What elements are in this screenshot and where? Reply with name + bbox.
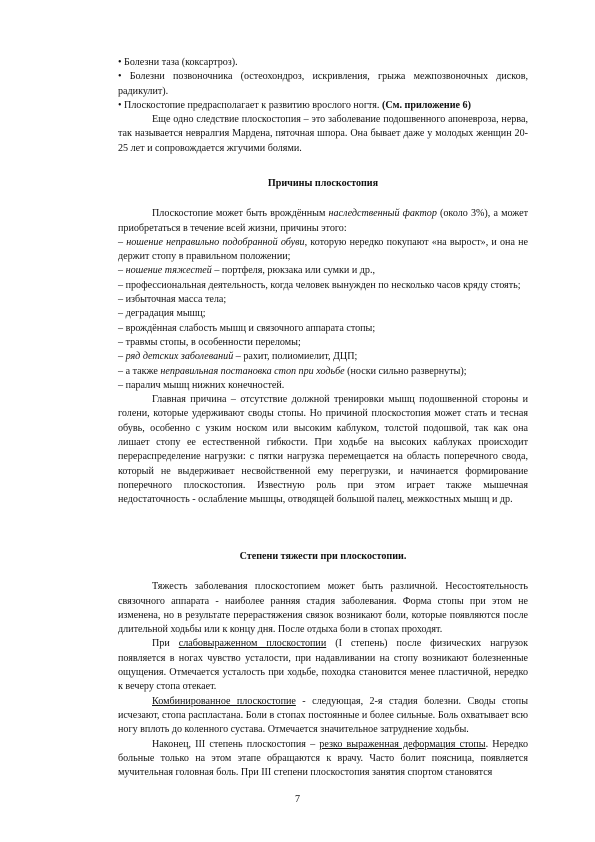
cause-item: – травмы стопы, в особенности переломы; [118, 336, 301, 348]
bullet-spine: • Болезни позвоночника (остеохондроз, искривления, грыжа межпозвоночных дисков, радикулит). [118, 71, 528, 97]
page-number: 7 [294, 794, 301, 805]
appendix-reference: (См. приложение 6) [381, 99, 471, 111]
cause-item: – паралич мышц нижних конечностей. [118, 379, 285, 391]
cause-item: – профессиональная деятельность, когда человек вынужден по несколько часов кряду стоять; [118, 279, 521, 291]
intro-section [118, 56, 528, 156]
paragraph-degree-2: Комбинированное плоскостопие - следующая, 2-я стадия болезни. Своды стопы исчезают, стопа распластана. Боли в стопах постоянные и более сильные. Боль охватывает всю ногу вплоть до коленного сустава. Отмечается значительное затруднение ходьбы. [118, 695, 528, 736]
paragraph-degree-1: При слабовыраженном плоскостопии (I степень) после физических нагрузок появляется в ногах чувство усталости, при надавливании на стопу возникают болезненные ощущения. Отмечается усталость при ходьбе, походка становится менее пластичной, нередко к вечеру стопа отекает. [118, 638, 528, 693]
paragraph-consequence: Еще одно следствие плоскостопия – это заболевание подошвенного апоневроза, нерва, так называется невралгия Мардена, пяточная шпора. Она бывает даже у молодых женщин 20-25 лет и сопровождается жгучими болями. [118, 114, 528, 154]
bullet-ingrown-nail: • Плоскостопие предрасполагает к развитию врослого ногтя. (См. приложение 6) [118, 99, 471, 111]
cause-item: – ряд детских заболеваний – рахит, полиомиелит, ДЦП; [118, 351, 358, 363]
causes-intro: Плоскостопие может быть врождённым наследственный фактор (около 3%), а может приобретаться в течение всей жизни, причины этого: [118, 208, 528, 234]
heading-causes: Причины плоскостопия [267, 178, 379, 189]
paragraph-degree-3: Наконец, III степень плоскостопия – резко выраженная деформация стопы. Нередко больные только на этом этапе обращаются к врачу. Часто болит поясница, появляется мучительная головная боль. При III степени плоскостопия занятия спортом становятся [118, 738, 528, 779]
cause-item: – ношение неправильно подобранной обуви, которую нередко покупают «на вырост», и она не держит стопу в правильном положении; [118, 236, 528, 263]
cause-item: – избыточная масса тела; [118, 294, 227, 306]
cause-item: – а также неправильная постановка стоп при ходьбе (носки сильно развернуты); [118, 365, 467, 377]
degrees-section [118, 550, 528, 780]
cause-item: – врождённая слабость мышц и связочного аппарата стопы; [118, 322, 376, 334]
paragraph-severity: Тяжесть заболевания плоскостопием может быть различной. Несостоятельность связочного аппарата - наиболее ранняя стадия заболевания. Форма стопы при этом не изменена, но в результате перерастяжения связок возникают боли, которые появляются после длительной ходьбы или к концу дня. После отдыха боли в стопах проходят. [118, 581, 528, 636]
heading-degrees: Степени тяжести при плоскостопии. [239, 551, 407, 562]
cause-item: – деградация мышц; [118, 308, 206, 320]
paragraph-main-cause: Главная причина – отсутствие должной тренировки мышц подошвенной стороны и голени, которые удерживают своды стопы. Но причиной плоскостопия может стать и тесная обувь, особенно с узким носком или высоким каблуком, толстой подошвой, так как она лишает стопу ее естественной гибкости. При ходьбе на высоких каблуках происходит перераспределение нагрузки: с пятки нагрузка перемещается на область поперечного свода, который не выдерживает несвойственной ему перегрузки, и начинается формирование поперечного плоскостопия. Известную роль при этом играет также мышечная недостаточность - ослабление мышцы, отводящей большой палец, межкостных мышц и др. [118, 394, 528, 506]
causes-section [118, 177, 528, 508]
bullet-pelvis: • Болезни таза (коксартроз). [118, 57, 238, 68]
cause-item: – ношение тяжестей – портфеля, рюкзака или сумки и др., [118, 265, 375, 277]
